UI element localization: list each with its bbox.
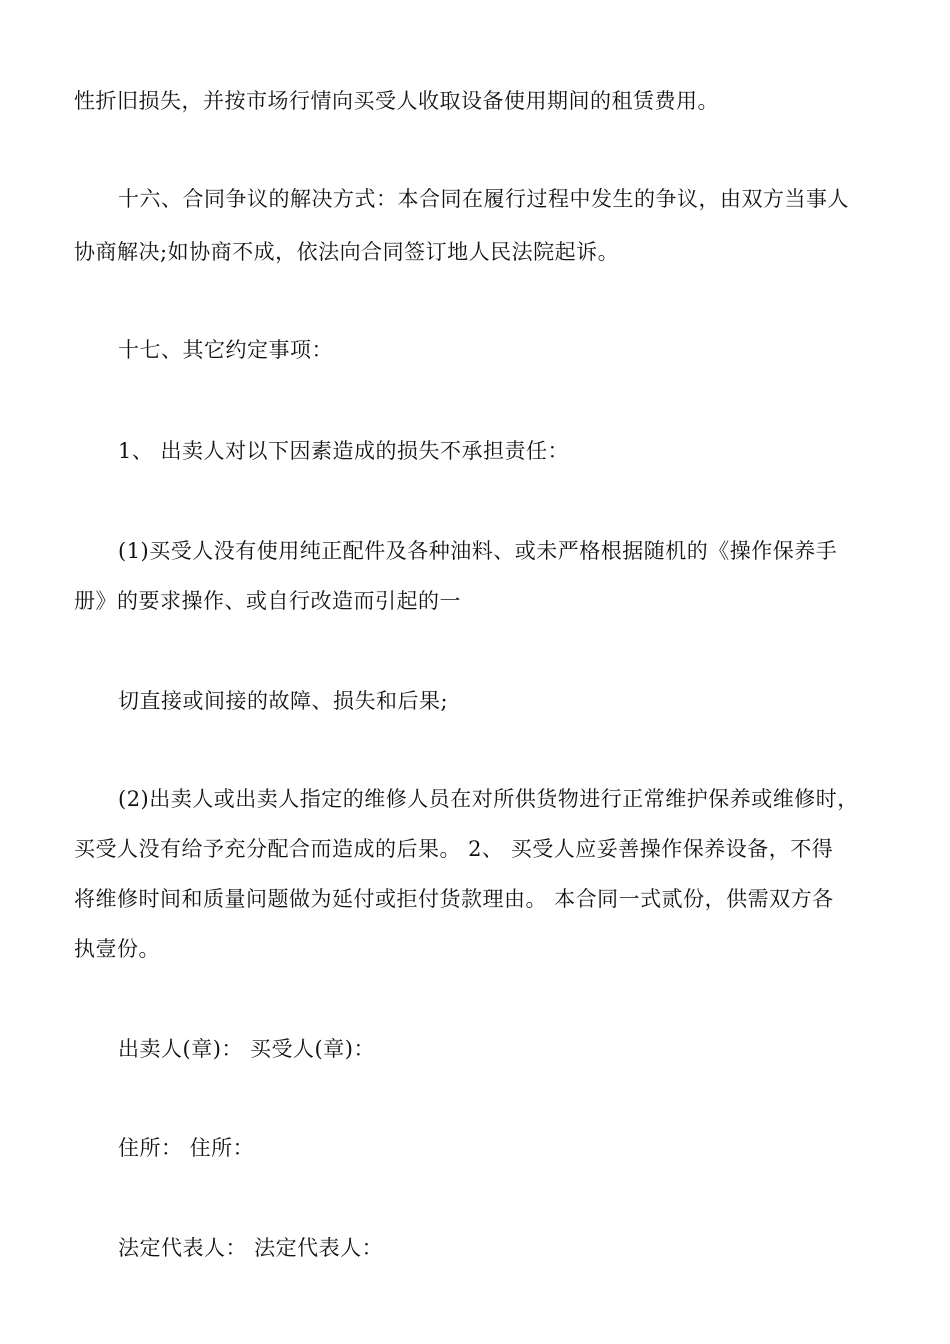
paragraph-line-7: (2)出卖人或出卖人指定的维修人员在对所供货物进行正常维护保养或维修时，	[118, 787, 859, 811]
list-item-1: 1、 出卖人对以下因素造成的损失不承担责任：	[118, 439, 570, 463]
paragraph-line-2: 十六、合同争议的解决方式：本合同在履行过程中发生的争议，由双方当事人	[118, 187, 849, 211]
paragraph-line-10: 执壹份。	[74, 937, 160, 961]
paragraph-line-1: 性折旧损失，并按市场行情向买受人收取设备使用期间的租赁费用。	[74, 89, 719, 113]
section-heading: 十七、其它约定事项：	[118, 338, 333, 362]
paragraph-line-8: 买受人没有给予充分配合而造成的后果。 2、 买受人应妥善操作保养设备，不得	[74, 837, 834, 861]
paragraph-line-6: 切直接或间接的故障、损失和后果;	[118, 689, 449, 713]
signature-line-address: 住所： 住所：	[118, 1136, 255, 1160]
signature-line-seal: 出卖人(章)： 买受人(章)：	[118, 1037, 375, 1061]
paragraph-line-9: 将维修时间和质量问题做为延付或拒付货款理由。 本合同一式贰份，供需双方各	[74, 887, 834, 911]
paragraph-line-5: 册》的要求操作、或自行改造而引起的一	[74, 589, 461, 613]
paragraph-line-4: (1)买受人没有使用纯正配件及各种油料、或未严格根据随机的《操作保养手	[118, 539, 838, 563]
paragraph-line-3: 协商解决;如协商不成，依法向合同签订地人民法院起诉。	[74, 240, 620, 264]
signature-line-representative: 法定代表人： 法定代表人：	[118, 1236, 384, 1260]
